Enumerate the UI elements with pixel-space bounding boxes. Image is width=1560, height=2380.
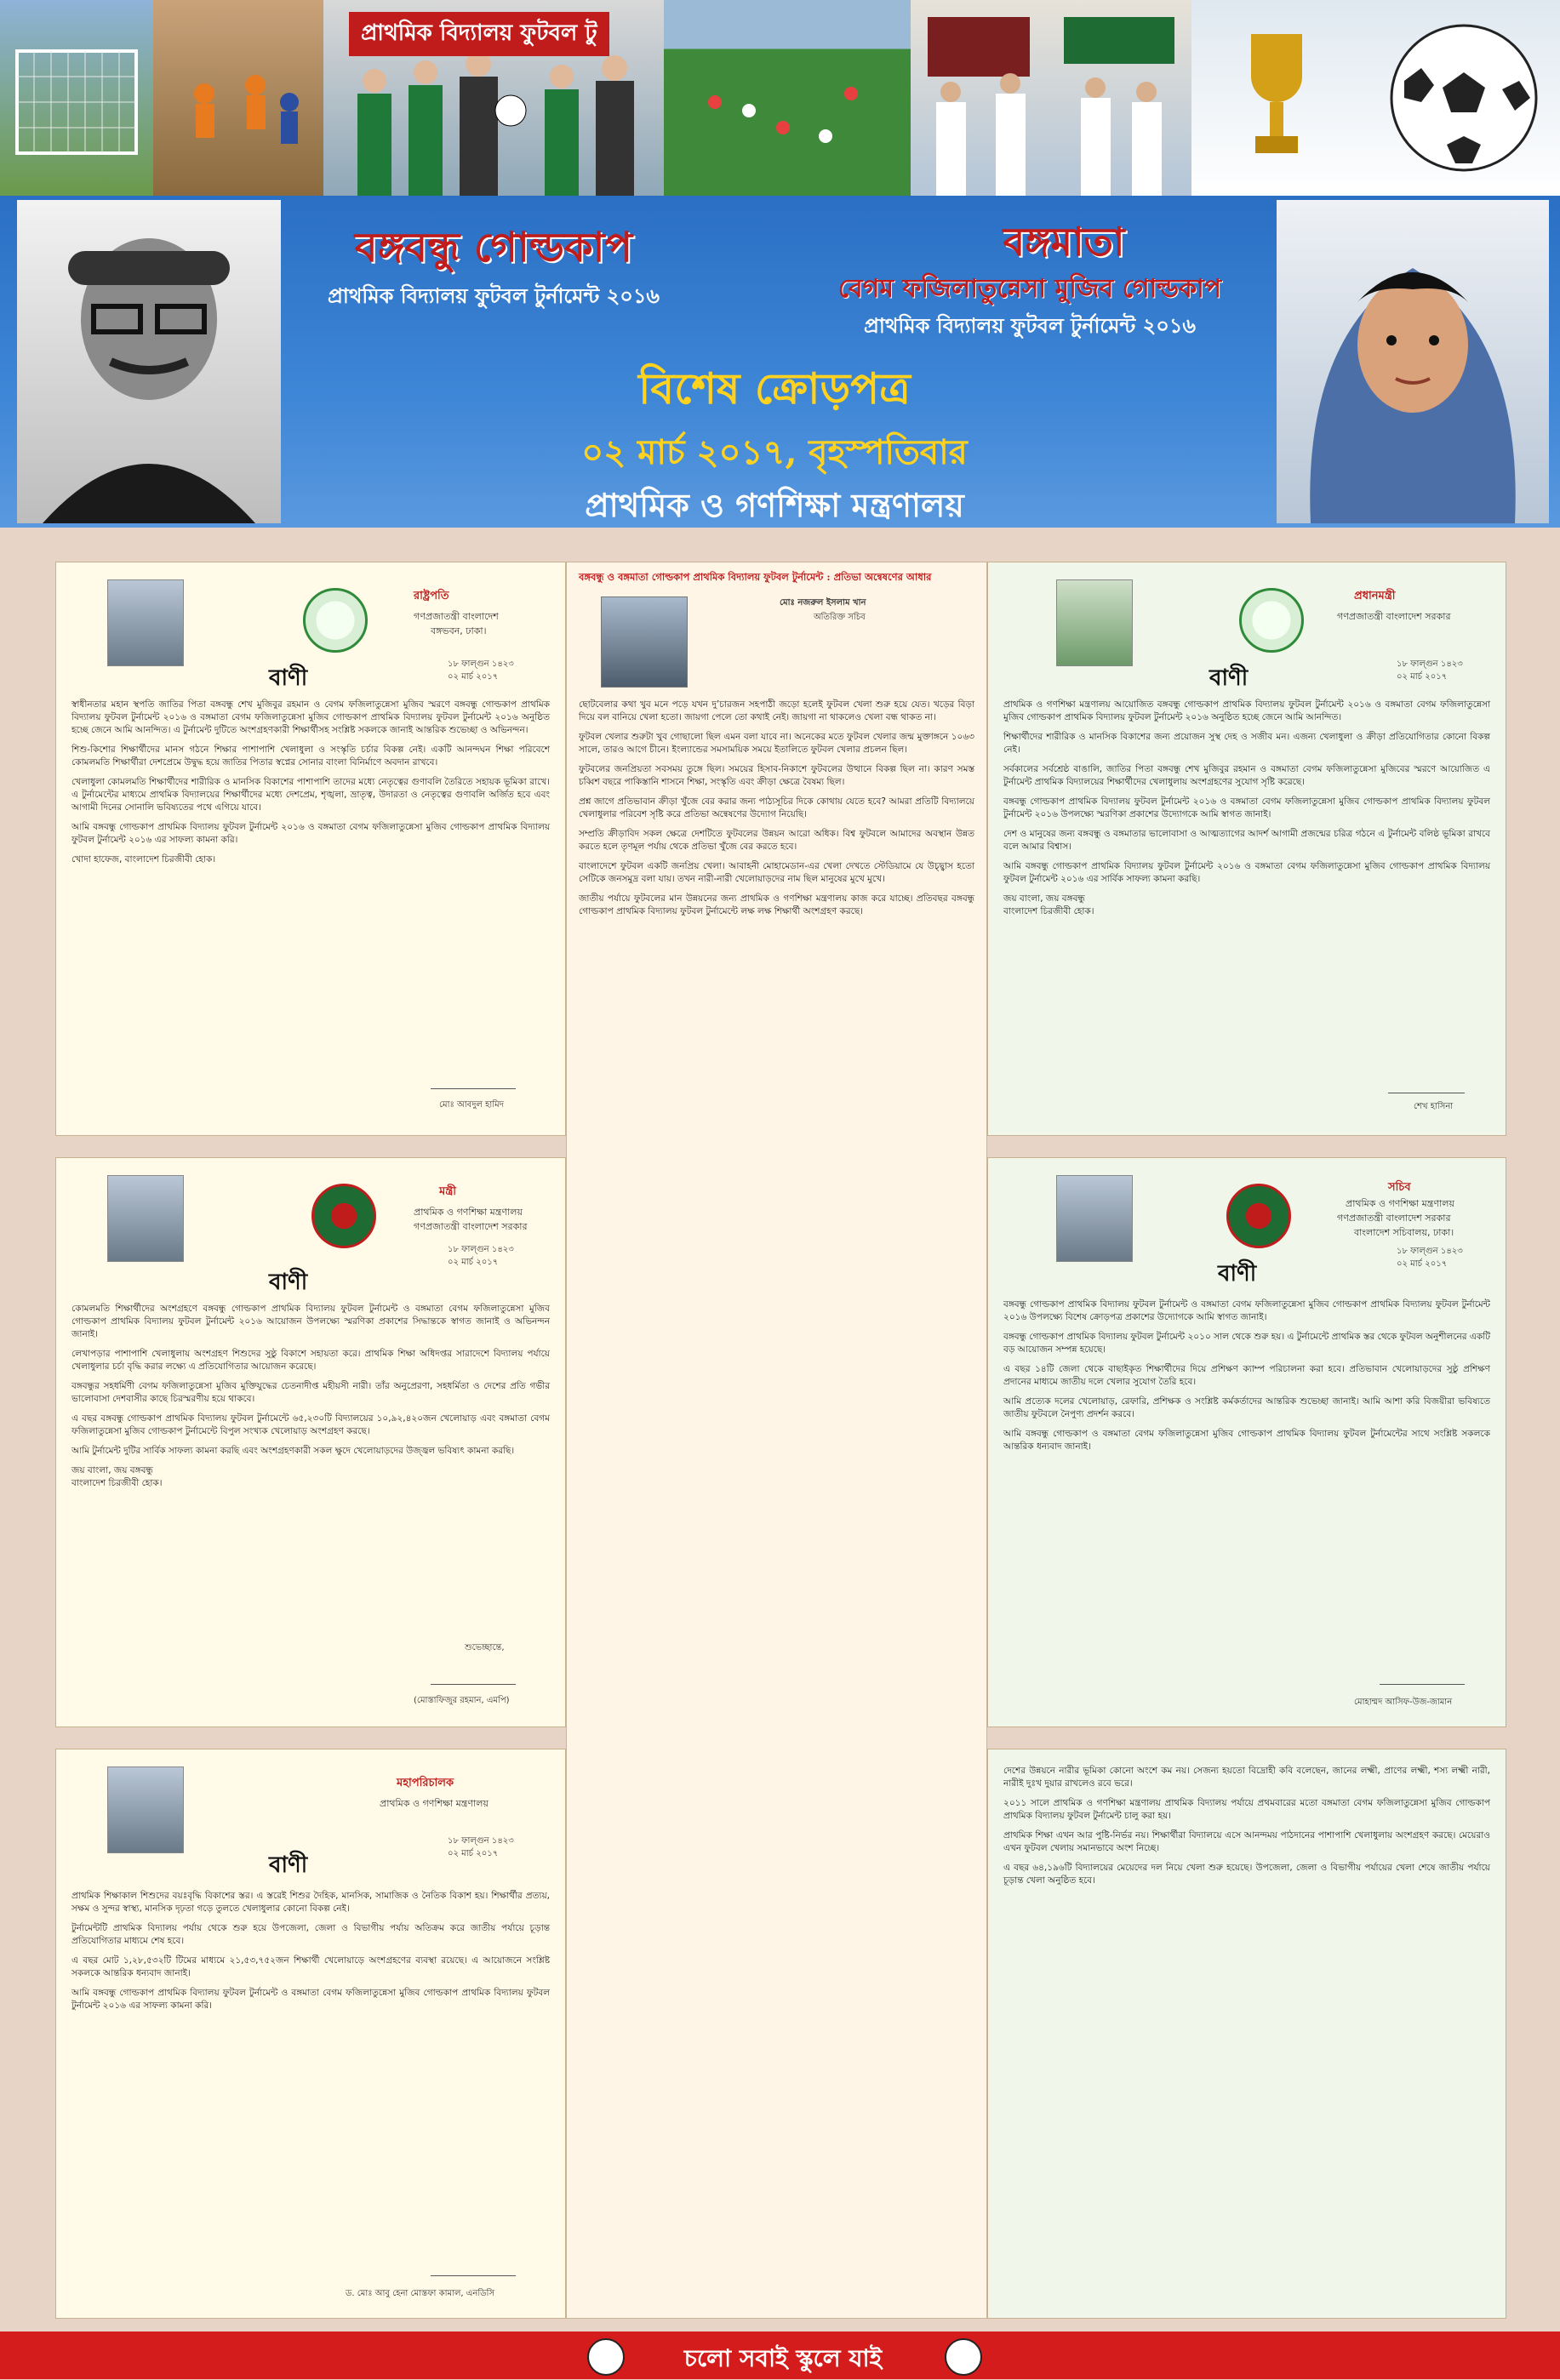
date-english: ০২ মার্চ ২০১৭ [1397,672,1448,682]
paragraph: টুর্নামেন্টটি প্রাথমিক বিদ্যালয় পর্যায় থেকে শুরু হয়ে উপজেলা, জেলা ও বিভাগীয় পর্যায় অতিক্রম করে জাতীয় পর্যায়ে চূড়ান্ত প্রতিযোগিতার মাধ্যমে শেষ হবে। [71,1923,550,1946]
closing: জয় বাংলা, জয় বঙ্গবন্ধু বাংলাদেশ চিরজীবী হোক। [71,1465,163,1488]
signatory-name: ড. মোঃ আবু হেনা মোস্তফা কামাল, এনডিসি [346,2289,495,2298]
paragraph: খেলাধুলা কোমলমতি শিক্ষার্থীদের শারীরিক ও মানসিক বিকাশের পাশাপাশি তাদের মধ্যে নেতৃত্বের গুণাবলি তৈরিতে সহায়ক ভূমিকা রাখে। এ টুর্নামেন্টের মাধ্যমে প্রাথমিক বিদ্যালয়ের শিক্ষার্থীদের মধ্যে দেশপ্রেম, শৃঙ্খলা, ভ্রাতৃত্ব, উদারতা ও নেতৃত্বের গুণাবলি অর্জিত হবে এবং আগামী দিনের সোনালি ভবিষ্যতের পথে এগিয়ে যাবে। [71,777,550,813]
bani-heading: বাণী [1218,1261,1257,1287]
paragraph: দেশ ও মানুষের জন্য বঙ্গবন্ধু ও বঙ্গমাতার ভালোবাসা ও আত্মত্যাগের আদর্শ আগামী প্রজন্মের চরিত্র গঠনে এ টুর্নামেন্ট বলিষ্ঠ ভূমিকা রাখবে বলে আমার বিশ্বাস। [1003,829,1490,852]
paragraph: আমি বঙ্গবন্ধু গোল্ডকাপ প্রাথমিক বিদ্যালয় ফুটবল টুর্নামেন্ট ও বঙ্গমাতা বেগম ফজিলাতুন্নেসা মুজিব গোল্ডকাপ প্রাথমিক বিদ্যালয় ফুটবল টুর্নামেন্ট ২০১৬ এর সাফল্য কামনা করি। [71,1988,550,2011]
signature [1380,1669,1465,1685]
paragraph: বঙ্গবন্ধু গোল্ডকাপ প্রাথমিক বিদ্যালয় ফুটবল টুর্নামেন্ট ২০১০ সাল থেকে শুরু হয়। এ টুর্নামেন্টে প্রাথমিক স্তর থেকে ফুটবল অনুশীলনের একটি বড় আয়োজন সম্পন্ন হয়েছে। [1003,1332,1490,1355]
signature [431,1073,516,1089]
paragraph: সর্বকালের সর্বশ্রেষ্ঠ বাঙালি, জাতির পিতা বঙ্গবন্ধু শেখ মুজিবুর রহমান ও বঙ্গমাতা বেগম ফজিলাতুন্নেসা মুজিবের স্মরণে আয়োজিত এ টুর্নামেন্ট প্রাথমিক বিদ্যালয়ের শিক্ষার্থীদের খেলাধুলায় অংশগ্রহণের সুযোগ সৃষ্টি করেছে। [1003,764,1490,787]
bani-heading: বাণী [269,665,308,691]
photo-kids-playing [153,0,323,196]
role-sub-2: বঙ্গভবন, ঢাকা। [431,625,487,636]
author-title: অতিরিক্ত সচিব [814,613,866,622]
paragraph: এ বছর ৬৪,১৯৬টি বিদ্যালয়ের মেয়েদের দল নিয়ে খেলা শুরু হয়েছে। উপজেলা, জেলা ও বিভাগীয় পর্যায়ের খেলা শেষে জাতীয় পর্যায়ে চূড়ান্ত খেলা অনুষ্ঠিত হবে। [1003,1863,1490,1886]
role-title: প্রধানমন্ত্রী [1354,590,1396,602]
paragraph: বঙ্গবন্ধু গোল্ডকাপ প্রাথমিক বিদ্যালয় ফুটবল টুর্নামেন্ট ও বঙ্গমাতা বেগম ফজিলাতুন্নেসা মুজিব গোল্ডকাপ প্রাথমিক বিদ্যালয় ফুটবল টুর্নামেন্ট ২০১৬ উপলক্ষ্যে বিশেষ ক্রোড়পত্র প্রকাশের উদ্যোগকে আমি স্বাগত জানাই। [1003,1299,1490,1322]
center-article [566,562,987,2319]
paragraph: শিক্ষার্থীদের শারীরিক ও মানসিক বিকাশের জন্য প্রয়োজন সুস্থ দেহ ও সজীব মন। এজন্য খেলাধুলা ও ক্রীড়া প্রতিযোগিতার কোনো বিকল্প নেই। [1003,732,1490,755]
signature [1388,1077,1465,1093]
banner-text: প্রাথমিক বিদ্যালয় ফুটবল টু [349,12,609,56]
date-bangla: ১৮ ফাল্গুন ১৪২৩ [1397,659,1463,669]
bani-heading: বাণী [1209,665,1249,691]
paragraph: প্রাথমিক শিক্ষা এখন আর পুষ্টি-নির্ভর নয়। শিক্ষার্থীরা বিদ্যালয়ে এসে আনন্দময় পাঠদানের পাশাপাশি খেলাধুলায় অংশগ্রহণ করছে। মেয়েরাও এখন ফুটবল খেলায় সমানভাবে অংশ নিচ্ছে। [1003,1830,1490,1853]
paragraph: বঙ্গবন্ধু গোল্ডকাপ প্রাথমিক বিদ্যালয় ফুটবল টুর্নামেন্ট ২০১৬ ও বঙ্গমাতা বেগম ফজিলাতুন্নেসা মুজিব গোল্ডকাপ প্রাথমিক বিদ্যালয় ফুটবল টুর্নামেন্ট ২০১৬ উপলক্ষ্যে স্মরণিকা প্রকাশের উদ্যোগকে আমি স্বাগত জানাই। [1003,796,1490,819]
paragraph: বঙ্গবন্ধুর সহধর্মিণী বেগম ফজিলাতুন্নেসা মুজিব মুক্তিযুদ্ধের চেতনাদীপ্ত মহীয়সী নারী। তাঁর অনুপ্রেরণা, সহধর্মিতা ও দেশের প্রতি গভীর ভালোবাসা দেশবাসীর কাছে চিরস্মরণীয় হয়ে থাকবে। [71,1381,550,1404]
paragraph: শিশু-কিশোর শিক্ষার্থীদের মানস গঠনে শিক্ষার পাশাপাশি খেলাধুলা ও সংস্কৃতি চর্চার বিকল্প নেই। একটি আনন্দঘন শিক্ষা পরিবেশে কোমলমতি শিক্ষার্থীরা দেশপ্রেমে উদ্বুদ্ধ হয়ে জাতির পিতার স্বপ্নের সোনার বাংলা বিনির্মাণে অবদান রাখবে। [71,745,550,768]
paragraph: ২০১১ সালে প্রাথমিক ও গণশিক্ষা মন্ত্রণালয় প্রাথমিক বিদ্যালয় পর্যায়ে প্রথমবারের মতো বঙ্গমাতা বেগম ফজিলাতুন্নেসা মুজিব গোল্ডকাপ প্রাথমিক বিদ্যালয় ফুটবল টুর্নামেন্ট চালু করা হয়। [1003,1798,1490,1821]
footer-slogan: চলো সবাই স্কুলে যাই [683,2344,883,2372]
left-subtitle: প্রাথমিক বিদ্যালয় ফুটবল টুর্নামেন্ট ২০১৬ [327,283,660,308]
bani-heading: বাণী [269,1270,308,1295]
card-president [55,562,566,1136]
card-article-womens-football [987,1749,1506,2319]
bangladesh-seal-icon [1239,588,1304,653]
salutation: শুভেচ্ছান্তে, [465,1643,505,1652]
article-headline: বঙ্গবন্ধু ও বঙ্গমাতা গোল্ডকাপ প্রাথমিক বিদ্যালয় ফুটবল টুর্নামেন্ট : প্রতিভা অন্বেষণের আধার [579,571,932,583]
paragraph: লেখাপড়ার পাশাপাশি খেলাধুলায় অংশগ্রহণ শিশুদের সুষ্ঠু বিকাশে সহায়তা করে। প্রাথমিক শিক্ষা অধিদপ্তর সারাদেশে বিদ্যালয় পর্যায়ে খেলাধুলার চর্চা বৃদ্ধি করার লক্ষ্যে এ প্রতিযোগিতার আয়োজন করেছে। [71,1349,550,1372]
role-title: মহাপরিচালক [397,1777,454,1789]
ministry-name: প্রাথমিক ও গণশিক্ষা মন্ত্রণালয় [585,486,964,524]
paragraph: জাতীয় পর্যায়ে ফুটবলের মান উন্নয়নের জন্য প্রাথমিক ও গণশিক্ষা মন্ত্রণালয় কাজ করে যাচ্ছে। প্রতিবছর বঙ্গবন্ধু গোল্ডকাপ প্রাথমিক বিদ্যালয় ফুটবল টুর্নামেন্টে লক্ষ লক্ষ শিক্ষার্থী অংশগ্রহণ করছে। [579,893,974,916]
supplement-title: বিশেষ ক্রোড়পত্র [638,363,911,414]
paragraph: বাংলাদেশে ফুটবল একটি জনপ্রিয় খেলা। আবাহনী মোহামেডান-এর খেলা দেখতে স্টেডিয়ামে যে উচ্ছ্বাস হতো সেটিকে জনসমুদ্র বলা যায়। তখন নারী-নারী খেলোয়াড়দের নাম ছিল মানুষের মুখে মুখে। [579,861,974,884]
closing: জয় বাংলা, জয় বঙ্গবন্ধু বাংলাদেশ চিরজীবী হোক। [1003,893,1094,916]
signatory-name: মোহাম্মদ আসিফ-উজ-জামান [1354,1698,1453,1707]
signatory-name: শেখ হাসিনা [1414,1102,1454,1111]
role-sub-3: বাংলাদেশ সচিবালয়, ঢাকা। [1354,1227,1454,1238]
paragraph: আমি বঙ্গবন্ধু গোল্ডকাপ প্রাথমিক বিদ্যালয় ফুটবল টুর্নামেন্ট ২০১৬ ও বঙ্গমাতা বেগম ফজিলাতুন্নেসা মুজিব গোল্ডকাপ প্রাথমিক বিদ্যালয় ফুটবল টুর্নামেন্ট ২০১৬ এর সার্বিক সাফল্য কামনা করছি। [1003,861,1490,884]
photo-award-ceremony [323,0,664,196]
football-icon [1391,26,1536,170]
role-sub: প্রাথমিক ও গণশিক্ষা মন্ত্রণালয় [414,1207,523,1218]
paragraph: আমি বঙ্গবন্ধু গোল্ডকাপ প্রাথমিক বিদ্যালয় ফুটবল টুর্নামেন্ট ২০১৬ ও বঙ্গমাতা বেগম ফজিলাতুন্নেসা মুজিব গোল্ডকাপ প্রাথমিক বিদ্যালয় ফুটবল টুর্নামেন্ট ২০১৬ এর সাফল্য কামনা করি। [71,822,550,845]
date-bangla: ১৮ ফাল্গুন ১৪২৩ [448,1836,514,1846]
date-bangla: ১৮ ফাল্গুন ১৪২৩ [1397,1247,1463,1256]
role-sub-2: গণপ্রজাতন্ত্রী বাংলাদেশ সরকার [1337,1213,1451,1224]
photo-field-match [664,0,911,196]
date-bangla: ১৮ ফাল্গুন ১৪২৩ [448,659,514,669]
paragraph: কোমলমতি শিক্ষার্থীদের অংশগ্রহণে বঙ্গবন্ধু গোল্ডকাপ প্রাথমিক বিদ্যালয় ফুটবল টুর্নামেন্ট ও বঙ্গমাতা বেগম ফজিলাতুন্নেসা মুজিব গোল্ডকাপ প্রাথমিক বিদ্যালয় ফুটবল টুর্নামেন্ট ২০১৬ আয়োজন উপলক্ষ্যে স্মরণিকা প্রকাশের সিদ্ধান্তকে স্বাগত জানাই ও অভিনন্দন জানাই। [71,1304,550,1339]
role-sub: গণপ্রজাতন্ত্রী বাংলাদেশ সরকার [1337,611,1451,622]
photo-prime-minister [1056,579,1133,666]
paragraph: দেশের উন্নয়নে নারীর ভূমিকা কোনো অংশে কম নয়। সেজন্য হয়তো বিদ্রোহী কবি বলেছেন, জানের লক্ষ্মী, প্রাণের লক্ষ্মী, শস্য লক্ষ্মী নারী, নারীই দুঃখ দুয়ার রাখলেও রবে ভরে। [1003,1766,1490,1789]
photo-director-general [107,1766,184,1853]
signature [431,2260,516,2276]
paragraph: ফুটবল খেলার শুরুটা খুব গোছালো ছিল এমন বলা যাবে না। অনেকের মতে ফুটবল খেলার জন্ম মুক্তাঙ্গনে ১০৬৩ সালে, তারও আগে চীনে। ইংল্যান্ডের সমসাময়িক সময়ে ইতালিতে ফুটবল খেলার প্রচলন ছিল। [579,732,974,755]
photo-dignitaries [911,0,1191,196]
signature [431,1669,516,1685]
photo-minister [107,1175,184,1262]
author-photo [601,596,688,688]
paragraph: আমি টুর্নামেন্ট দুটির সার্বিক সাফল্য কামনা করছি এবং অংশগ্রহণকারী সকল ক্ষুদে খেলোয়াড়দের উজ্জ্বল ভবিষ্যৎ কামনা করছি। [71,1446,515,1456]
right-title-2: বেগম ফজিলাতুন্নেসা মুজিব গোল্ডকাপ [837,274,1222,304]
signatory-name: (মোস্তাফিজুর রহমান, এমপি) [414,1696,510,1705]
portrait-bangabandhu [17,200,281,523]
paragraph: সম্প্রতি ক্রীড়াবিদ সকল ক্ষেত্রে দেশটিতে ফুটবলের উন্নয়ন আরো অধিক। বিশ্ব ফুটবলে আমাদের অবস্থান উন্নত করতে হলে তৃণমূল পর্যায় থেকে প্রতিভা খুঁজে বের করতে হবে। [579,829,974,852]
signatory-name: মোঃ আবদুল হামিদ [439,1100,504,1110]
role-sub-2: গণপ্রজাতন্ত্রী বাংলাদেশ সরকার [414,1221,528,1232]
bangladesh-seal-icon [303,588,368,653]
government-seal-icon [1226,1184,1291,1248]
paragraph: এ বছর বঙ্গবন্ধু গোল্ডকাপ প্রাথমিক বিদ্যালয় ফুটবল টুর্নামেন্টে ৬৫,২৩০টি বিদ্যালয়ের ১০,৯২,৪২০জন খেলোয়াড় এবং বঙ্গমাতা বেগম ফজিলাতুন্নেসা মুজিব গোল্ডকাপ টুর্নামেন্টে বিপুল সংখ্যক খেলোয়াড় অংশগ্রহণ করছে। [71,1413,550,1436]
government-seal-icon [311,1184,376,1248]
trophy-icon [1251,34,1302,153]
date-english: ০২ মার্চ ২০১৭ [1397,1259,1448,1269]
paragraph: স্বাধীনতার মহান স্থপতি জাতির পিতা বঙ্গবন্ধু শেখ মুজিবুর রহমান ও বেগম ফজিলাতুন্নেসা মুজিব স্মরণে বঙ্গবন্ধু গোল্ডকাপ প্রাথমিক বিদ্যালয় ফুটবল টুর্নামেন্ট ২০১৬ ও বঙ্গমাতা বেগম ফজিলাতুন্নেসা মুজিব গোল্ডকাপ প্রাথমিক বিদ্যালয় ফুটবল টুর্নামেন্ট ২০১৬ অনুষ্ঠিত হচ্ছে জেনে আমি আনন্দিত। এ টুর্নামেন্ট দুটিতে অংশগ্রহণকারী শিক্ষার্থীসহ সংশ্লিষ্ট সকলকে জানাই আন্তরিক শুভেচ্ছা ও অভিনন্দন। [71,699,550,735]
photo-banner [0,0,1560,196]
card-secretary [987,1157,1506,1727]
photo-president [107,579,184,666]
role-title: মন্ত্রী [439,1185,456,1198]
paragraph: প্রশ্ন জাগে প্রতিভাবান ক্রীড়া খুঁজে বের করার জন্য পাঠ্যসূচির দিকে কোথায় যেতে হবে? আমরা প্রতিটি বিদ্যালয়ে খেলাধুলার পরিবেশ সৃষ্টি করে প্রতিভা অন্বেষণের উদ্যোগ নিয়েছি। [579,796,974,819]
right-subtitle: প্রাথমিক বিদ্যালয় ফুটবল টুর্নামেন্ট ২০১৬ [863,313,1197,338]
paragraph: প্রাথমিক শিক্ষাকাল শিশুদের বয়ঃবৃদ্ধি বিকাশের স্তর। এ স্তরেই শিশুর দৈহিক, মানসিক, সামাজিক ও নৈতিক বিকাশ হয়। শিক্ষার্থীর প্রত্যয়, সক্ষম ও সুন্দর স্বাস্থ্য, মানসিক দৃঢ়তা গড়ে তুলতে খেলাধুলার কোনো বিকল্প নেই। [71,1891,550,1914]
role-sub: প্রাথমিক ও গণশিক্ষা মন্ত্রণালয় [1346,1198,1454,1209]
author-name: মোঃ নজরুল ইসলাম খান [780,598,866,608]
bani-heading: বাণী [269,1852,308,1878]
card-director-general [55,1749,566,2319]
paragraph: আমি প্রত্যেক দলের খেলোয়াড়, রেফারি, প্রশিক্ষক ও সংশ্লিষ্ট কর্মকর্তাদের আন্তরিক শুভেচ্ছা জানাই। আমি আশা করি বিজয়ীরা ভবিষ্যতে জাতীয় ফুটবলে নৈপুণ্য প্রদর্শন করবে। [1003,1396,1490,1419]
date-bangla: ১৮ ফাল্গুন ১৪২৩ [448,1245,514,1254]
date-english: ০২ মার্চ ২০১৭ [448,672,499,682]
paragraph: প্রাথমিক ও গণশিক্ষা মন্ত্রণালয় আয়োজিত বঙ্গবন্ধু গোল্ডকাপ প্রাথমিক বিদ্যালয় ফুটবল টুর্নামেন্ট ২০১৬ ও বঙ্গমাতা বেগম ফজিলাতুন্নেসা মুজিব গোল্ডকাপ প্রাথমিক বিদ্যালয় ফুটবল টুর্নামেন্ট ২০১৬ অনুষ্ঠিত হচ্ছে জেনে আমি আনন্দিত। [1003,699,1490,722]
date-english: ০২ মার্চ ২০১৭ [448,1849,499,1858]
role-title: সচিব [1388,1181,1411,1194]
paragraph: ফুটবলের জনপ্রিয়তা সবসময় তুঙ্গে ছিল। সময়ের হিসাব-নিকাশে ফুটবলের উত্থানে বিকল্প ছিল না। কারণ সমস্ত চব্বিশ বছরে পাকিস্তানি শাসনে শিক্ষা, সংস্কৃতি এবং ক্রীড়া ক্ষেত্রে বৈষম্য ছিল। [579,764,974,787]
footer-bar [0,2331,1560,2379]
logo-left-icon [587,2338,625,2376]
photo-secretary [1056,1175,1133,1262]
paragraph: এ বছর মোট ১,২৮,৫৩২টি টিমের মাধ্যমে ২১,৫৩,৭৫২জন শিক্ষার্থী খেলোয়াড়ে অংশগ্রহণের ব্যবস্থা রয়েছে। এ আয়োজনে সংশ্লিষ্ট সকলকে আন্তরিক ধন্যবাদ জানাই। [71,1955,550,1978]
role-sub: গণপ্রজাতন্ত্রী বাংলাদেশ [414,611,499,622]
photo-trophy-ball [1191,0,1560,196]
publication-date: ০২ মার্চ ২০১৭, বৃহস্পতিবার [581,432,968,472]
paragraph: আমি বঙ্গবন্ধু গোল্ডকাপ ও বঙ্গমাতা বেগম ফজিলাতুন্নেসা মুজিব গোল্ডকাপ প্রাথমিক বিদ্যালয় ফুটবল টুর্নামেন্টের সাথে সংশ্লিষ্ট সকলকে আন্তরিক ধন্যবাদ জানাই। [1003,1429,1490,1452]
role-title: রাষ্ট্রপতি [414,590,449,602]
card-minister [55,1157,566,1727]
goal-net-icon [0,0,153,196]
logo-right-icon [945,2338,982,2376]
card-prime-minister [987,562,1506,1136]
paragraph: ছোটবেলার কথা খুব মনে পড়ে যখন দু’চারজন সহপাঠী জড়ো হলেই ফুটবল খেলা শুরু হয়ে যেত। খড়ের বিড়া দিয়ে বল বানিয়ে খেলা হতো। জায়গা পেলে তো কথাই নেই। জায়গা না থাকলেও খেলা বন্ধ থাকত না। [579,699,974,722]
photo-goalpost [0,0,153,196]
paragraph: এ বছর ১৪টি জেলা থেকে বাছাইকৃত শিক্ষার্থীদের দিয়ে প্রশিক্ষণ ক্যাম্প পরিচালনা করা হবে। প্রতিভাবান খেলোয়াড়দের সুষ্ঠু প্রশিক্ষণ প্রদানের মাধ্যমে জাতীয় দলে খেলার সুযোগ তৈরি হবে। [1003,1364,1490,1387]
closing: খোদা হাফেজ, বাংলাদেশ চিরজীবী হোক। [71,854,216,865]
role-sub: প্রাথমিক ও গণশিক্ষা মন্ত্রণালয় [380,1798,489,1809]
right-title: বঙ্গমাতা [1003,219,1125,265]
left-title: বঙ্গবন্ধু গোল্ডকাপ [354,224,633,271]
portrait-bangamata [1277,200,1549,523]
date-english: ০২ মার্চ ২০১৭ [448,1258,499,1267]
